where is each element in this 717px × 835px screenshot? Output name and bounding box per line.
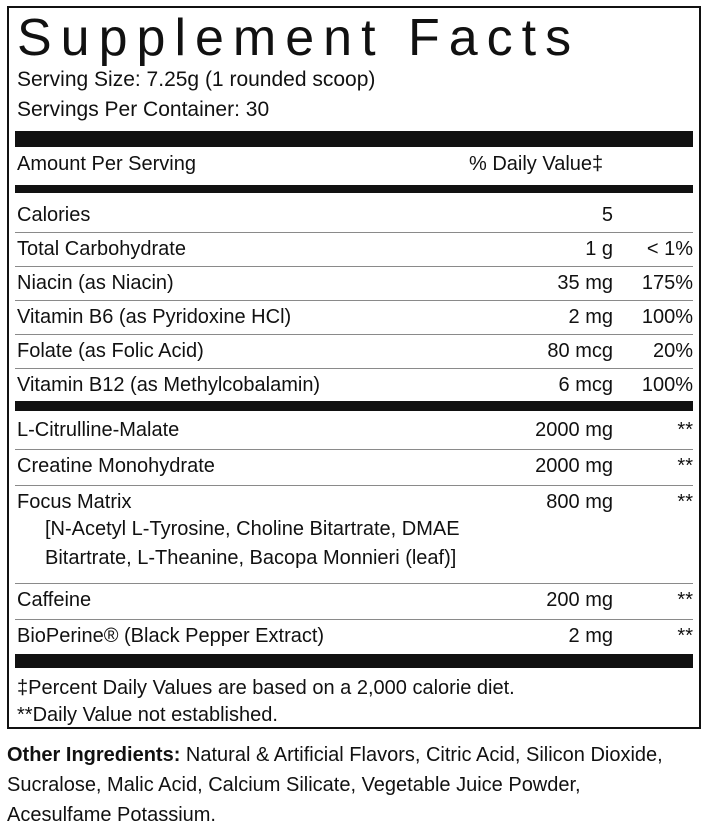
ingredient-name: Caffeine [17, 589, 92, 611]
ingredient-row [15, 620, 693, 654]
ingredient-name: Creatine Monohydrate [17, 455, 215, 477]
nutrient-name: Vitamin B6 (as Pyridoxine HCl) [17, 306, 292, 328]
ingredient-dv: ** [677, 491, 693, 513]
ingredient-dv: ** [677, 455, 693, 477]
ingredient-row [15, 486, 693, 582]
thick-rule-top [15, 131, 693, 147]
nutrient-row [15, 369, 693, 401]
not-established-footnote: **Daily Value not established. [17, 704, 278, 726]
ingredient-amount: 2000 mg [535, 455, 613, 477]
other-ingredients-text: Natural & Artificial Flavors, Citric Acid, Silicon Dioxide, Sucralose, Malic Acid, Calcium Silicate, Vegetable Juice Powder, Acesulfame Potassium. [7, 744, 663, 826]
focus-matrix-components: [N-Acetyl L-Tyrosine, Choline Bitartrate, DMAE Bitartrate, L-Theanine, Bacopa Monnieri (leaf)] [45, 518, 460, 569]
nutrient-amount: 80 mcg [547, 340, 613, 362]
nutrient-row [15, 335, 693, 367]
nutrient-row [15, 233, 693, 265]
nutrient-name: Calories [17, 204, 91, 226]
ingredient-row [15, 584, 693, 618]
thick-rule-bottom [15, 654, 693, 668]
nutrient-amount: 5 [601, 204, 613, 226]
ingredient-name: L-Citrulline-Malate [17, 419, 180, 441]
serving-size: Serving Size: 7.25g (1 rounded scoop) [17, 68, 376, 91]
other-ingredients [7, 740, 687, 830]
nutrient-row [15, 199, 693, 231]
nutrient-name: Folate (as Folic Acid) [17, 340, 204, 362]
column-header [15, 149, 693, 181]
ingredient-amount: 2000 mg [535, 419, 613, 441]
amount-per-serving-label: Amount Per Serving [17, 153, 196, 175]
servings-per-container: Servings Per Container: 30 [17, 98, 270, 121]
nutrient-name: Total Carbohydrate [17, 238, 186, 260]
panel-title: Supplement Facts [17, 9, 581, 67]
ingredient-dv: ** [677, 589, 693, 611]
nutrient-dv: 20% [652, 340, 693, 362]
nutrient-amount: 6 mcg [558, 374, 613, 396]
medium-rule [15, 185, 693, 193]
percent-dv-footnote: ‡Percent Daily Values are based on a 2,000 calorie diet. [17, 677, 515, 699]
nutrient-dv: 100% [641, 306, 693, 328]
ingredient-amount: 2 mg [568, 625, 613, 647]
ingredient-dv: ** [677, 419, 693, 441]
daily-value-label: % Daily Value‡ [469, 153, 604, 175]
ingredient-amount: 800 mg [546, 491, 613, 513]
nutrient-row [15, 267, 693, 299]
supplement-facts-panel [7, 6, 701, 729]
nutrient-dv: 100% [641, 374, 693, 396]
nutrient-name: Vitamin B12 (as Methylcobalamin) [17, 374, 321, 396]
other-ingredients-label: Other Ingredients: [7, 744, 181, 766]
medium-rule [15, 401, 693, 411]
ingredient-name: BioPerine® (Black Pepper Extract) [17, 625, 325, 647]
nutrient-dv: < 1% [646, 238, 693, 260]
nutrient-dv: 175% [641, 272, 693, 294]
ingredient-dv: ** [677, 625, 693, 647]
nutrient-row [15, 301, 693, 333]
nutrient-amount: 1 g [585, 238, 613, 260]
ingredient-amount: 200 mg [546, 589, 613, 611]
ingredient-name: Focus Matrix [17, 491, 132, 513]
ingredient-row [15, 414, 693, 448]
nutrient-name: Niacin (as Niacin) [17, 272, 174, 294]
nutrient-amount: 2 mg [568, 306, 613, 328]
nutrient-amount: 35 mg [557, 272, 613, 294]
ingredient-row [15, 450, 693, 484]
